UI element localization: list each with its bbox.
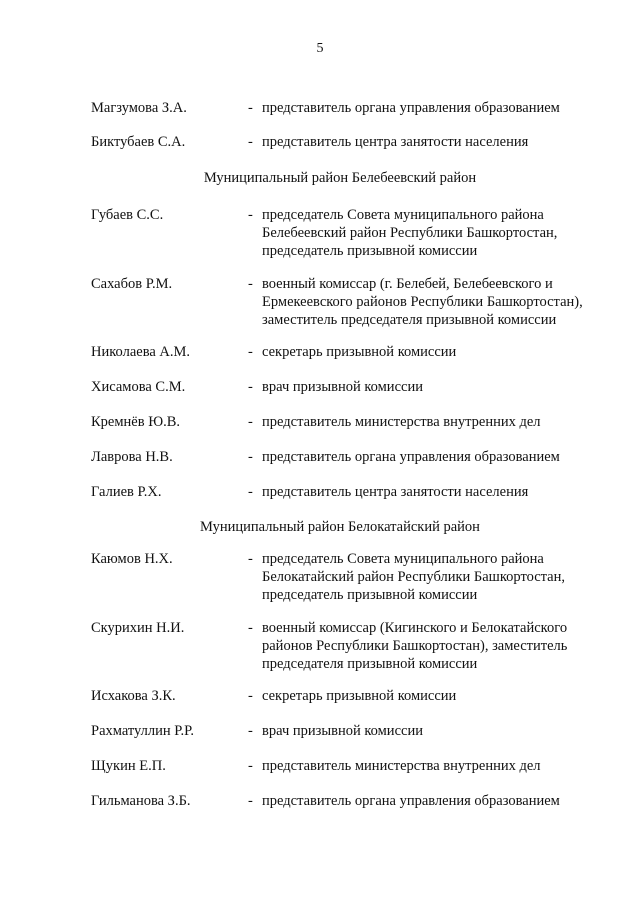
role-line: военный комиссар (Кигинского и Белокатайского	[262, 620, 568, 636]
role-line: председателя призывной комиссии	[262, 656, 478, 672]
member-role	[262, 550, 602, 604]
member-role	[262, 448, 602, 466]
role-line: районов Республики Башкортостан), заместитель	[262, 638, 568, 654]
member-role	[262, 133, 602, 151]
role-line: представитель центра занятости населения	[262, 484, 529, 500]
section-heading: Муниципальный район Белокатайский район	[200, 519, 480, 535]
role-line: Белебеевский район Республики Башкортостан,	[262, 225, 558, 241]
member-role	[262, 343, 602, 361]
dash-separator: -	[248, 207, 253, 223]
role-line: Белокатайский район Республики Башкортостан,	[262, 569, 565, 585]
role-line: председатель Совета муниципального района	[262, 207, 544, 223]
role-line: врач призывной комиссии	[262, 723, 423, 739]
member-name: Губаев С.С.	[91, 207, 164, 223]
member-name: Рахматуллин Р.Р.	[91, 723, 195, 739]
dash-separator: -	[248, 723, 253, 739]
page-number: 5	[316, 41, 324, 56]
dash-separator: -	[248, 620, 253, 636]
role-line: представитель министерства внутренних дел	[262, 414, 541, 430]
member-name: Хисамова С.М.	[91, 379, 186, 395]
member-role	[262, 275, 602, 329]
member-role	[262, 722, 602, 740]
role-line: представитель органа управления образованием	[262, 449, 560, 465]
dash-separator: -	[248, 793, 253, 809]
role-line: представитель министерства внутренних дел	[262, 758, 541, 774]
role-line: секретарь призывной комиссии	[262, 344, 457, 360]
dash-separator: -	[248, 688, 253, 704]
dash-separator: -	[248, 276, 253, 292]
role-line: председатель Совета муниципального района	[262, 551, 544, 567]
member-name: Исхакова З.К.	[91, 688, 176, 704]
member-role	[262, 206, 602, 260]
role-line: секретарь призывной комиссии	[262, 688, 457, 704]
member-role	[262, 483, 602, 501]
dash-separator: -	[248, 100, 253, 116]
role-line: представитель органа управления образованием	[262, 793, 560, 809]
dash-separator: -	[248, 449, 253, 465]
dash-separator: -	[248, 379, 253, 395]
role-line: врач призывной комиссии	[262, 379, 423, 395]
member-role	[262, 792, 602, 810]
dash-separator: -	[248, 551, 253, 567]
dash-separator: -	[248, 344, 253, 360]
member-name: Биктубаев С.А.	[91, 134, 186, 150]
member-name: Гильманова З.Б.	[91, 793, 191, 809]
dash-separator: -	[248, 758, 253, 774]
member-role	[262, 99, 602, 117]
member-name: Каюмов Н.Х.	[91, 551, 173, 567]
role-line: представитель органа управления образованием	[262, 100, 560, 116]
role-line: председатель призывной комиссии	[262, 243, 478, 259]
member-name: Галиев Р.Х.	[91, 484, 162, 500]
dash-separator: -	[248, 484, 253, 500]
member-role	[262, 413, 602, 431]
role-line: военный комиссар (г. Белебей, Белебеевского и	[262, 276, 553, 292]
member-name: Щукин Е.П.	[91, 758, 166, 774]
member-name: Кремнёв Ю.В.	[91, 414, 181, 430]
member-role	[262, 687, 602, 705]
member-role	[262, 378, 602, 396]
role-line: представитель центра занятости населения	[262, 134, 529, 150]
role-line: Ермекеевского районов Республики Башкортостан),	[262, 294, 583, 310]
role-line: председатель призывной комиссии	[262, 587, 478, 603]
member-role	[262, 619, 602, 673]
dash-separator: -	[248, 134, 253, 150]
member-name: Магзумова З.А.	[91, 100, 187, 116]
dash-separator: -	[248, 414, 253, 430]
member-role	[262, 757, 602, 775]
role-line: заместитель председателя призывной комиссии	[262, 312, 557, 328]
section-heading: Муниципальный район Белебеевский район	[203, 170, 477, 186]
member-name: Лаврова Н.В.	[91, 449, 173, 465]
member-name: Сахабов Р.М.	[91, 276, 173, 292]
member-name: Скурихин Н.И.	[91, 620, 185, 636]
member-name: Николаева А.М.	[91, 344, 191, 360]
